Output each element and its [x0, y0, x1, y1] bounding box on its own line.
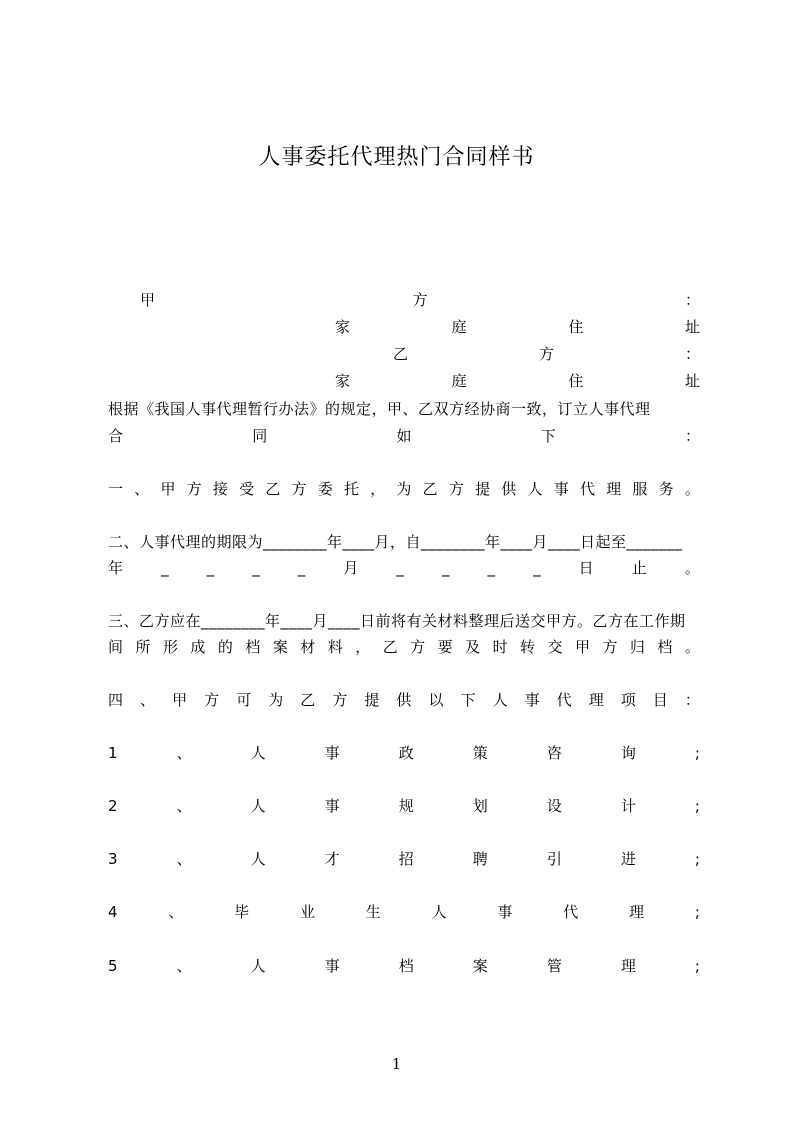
text-glyph: 形	[162, 638, 178, 656]
text-glyph: 以	[428, 691, 444, 709]
text-glyph: 委	[317, 480, 333, 498]
text-glyph: 人	[527, 480, 543, 498]
text-glyph: 料	[327, 638, 343, 656]
party-a-line	[140, 289, 700, 311]
text-glyph: 、	[134, 480, 150, 498]
text-glyph: 、	[176, 850, 192, 868]
text-glyph: 、	[176, 797, 192, 815]
text-glyph: 要	[437, 638, 453, 656]
text-glyph: 事	[524, 691, 540, 709]
page-number: 1	[391, 1055, 402, 1073]
text-glyph: 案	[272, 638, 288, 656]
text-glyph: 托	[343, 480, 359, 498]
text-glyph: 乙	[393, 345, 409, 363]
list-item	[108, 795, 700, 817]
text-glyph: 同	[252, 427, 268, 445]
text-glyph: 及	[465, 638, 481, 656]
text-glyph: 事	[553, 480, 569, 498]
text-glyph: 下	[540, 427, 556, 445]
text-glyph: ;	[694, 957, 700, 975]
text-glyph: 策	[472, 744, 488, 762]
text-glyph: 家	[335, 372, 351, 390]
text-glyph: 年	[108, 559, 124, 577]
text-glyph: 询	[620, 744, 636, 762]
text-glyph: 甲	[574, 638, 590, 656]
text-glyph: 规	[398, 797, 414, 815]
text-glyph: 进	[620, 850, 636, 868]
text-glyph: 方	[448, 480, 464, 498]
text-glyph: 成	[190, 638, 206, 656]
text-glyph: 人	[250, 957, 266, 975]
text-glyph: 理	[606, 480, 622, 498]
text-glyph: 址	[684, 372, 700, 390]
text-glyph: _	[252, 559, 260, 577]
text-glyph: 为	[396, 480, 412, 498]
text-glyph: 方	[538, 345, 554, 363]
text-glyph: 、	[176, 957, 192, 975]
text-glyph: 一	[108, 480, 124, 498]
text-glyph: 合	[108, 427, 124, 445]
text-glyph: 方	[291, 480, 307, 498]
text-glyph: 的	[217, 638, 233, 656]
text-glyph: 住	[568, 372, 584, 390]
text-glyph: _	[161, 559, 169, 577]
clause-3-line-1: 三、乙方应在________年____月____日前将有关材料整理后送交甲方。乙方在工作期	[108, 612, 686, 630]
clause-1	[108, 478, 700, 500]
text-glyph: 、	[176, 744, 192, 762]
text-glyph: 提	[475, 480, 491, 498]
text-glyph: 交	[547, 638, 563, 656]
text-glyph: 乙	[300, 691, 316, 709]
text-glyph: _	[297, 559, 306, 577]
text-glyph: ;	[694, 903, 700, 921]
text-glyph: 所	[135, 638, 151, 656]
text-glyph: 人	[492, 691, 508, 709]
text-glyph: _	[441, 559, 450, 577]
text-glyph: 方	[204, 691, 220, 709]
text-glyph: ：	[684, 291, 700, 309]
text-glyph: 如	[396, 427, 412, 445]
text-glyph: 家	[335, 318, 351, 336]
text-glyph: 聘	[472, 850, 488, 868]
text-glyph: _	[206, 559, 215, 577]
text-glyph: ;	[694, 744, 700, 762]
text-glyph: 甲	[172, 691, 188, 709]
text-glyph: ;	[694, 850, 700, 868]
text-glyph: 庭	[451, 372, 467, 390]
text-glyph: ，	[370, 480, 386, 498]
text-glyph: 时	[492, 638, 508, 656]
text-glyph: 庭	[451, 318, 467, 336]
text-glyph: 代	[579, 480, 595, 498]
text-glyph: 乙	[382, 638, 398, 656]
preamble-line-1: 根据《我国人事代理暂行办法》的规定，甲、乙双方经协商一致，订立人事代理	[108, 400, 651, 418]
list-item	[108, 742, 700, 764]
text-glyph: 生	[365, 903, 381, 921]
text-glyph: 事	[324, 957, 340, 975]
text-glyph: 供	[396, 691, 412, 709]
text-glyph: 务	[658, 480, 674, 498]
text-glyph: 代	[556, 691, 572, 709]
text-glyph: ;	[694, 797, 700, 815]
text-glyph: 方	[410, 638, 426, 656]
text-glyph: 档	[657, 638, 673, 656]
list-item	[108, 848, 700, 870]
clause-2-line-1: 二、人事代理的期限为________年____月，自________年____月____日起至_______	[108, 533, 683, 551]
text-glyph: 归	[629, 638, 645, 656]
text-glyph: 理	[629, 903, 645, 921]
clause-2-line-2	[108, 557, 700, 579]
text-glyph: 可	[236, 691, 252, 709]
text-glyph: 住	[568, 318, 584, 336]
text-glyph: 档	[245, 638, 261, 656]
text-glyph: 方	[332, 691, 348, 709]
text-glyph: 咨	[546, 744, 562, 762]
text-glyph: ：	[684, 345, 700, 363]
text-glyph: 设	[546, 797, 562, 815]
text-glyph: 方	[412, 291, 428, 309]
text-glyph: 。	[684, 480, 700, 498]
text-glyph: _	[533, 559, 541, 577]
text-glyph: 供	[501, 480, 517, 498]
text-glyph: 、	[168, 903, 184, 921]
text-glyph: 案	[472, 957, 488, 975]
text-glyph: 止	[631, 559, 647, 577]
text-glyph: 受	[239, 480, 255, 498]
text-glyph: 。	[684, 559, 700, 577]
text-glyph: 方	[602, 638, 618, 656]
text-glyph: 管	[546, 957, 562, 975]
text-glyph: 址	[684, 318, 700, 336]
text-glyph: 下	[460, 691, 476, 709]
text-glyph: 服	[632, 480, 648, 498]
text-glyph: 为	[268, 691, 284, 709]
text-glyph: ：	[684, 691, 700, 709]
text-glyph: 转	[520, 638, 536, 656]
text-glyph: 理	[620, 957, 636, 975]
text-glyph: 乙	[422, 480, 438, 498]
list-item	[108, 901, 700, 923]
text-glyph: 提	[364, 691, 380, 709]
text-glyph: ，	[355, 638, 371, 656]
text-glyph: 人	[250, 797, 266, 815]
clause-4	[108, 689, 700, 711]
text-glyph: 代	[563, 903, 579, 921]
text-glyph: 材	[300, 638, 316, 656]
text-glyph: 事	[497, 903, 513, 921]
text-glyph: 2	[108, 797, 118, 815]
text-glyph: 人	[431, 903, 447, 921]
list-item	[108, 955, 700, 977]
party-b-line	[393, 343, 700, 365]
text-glyph: 才	[324, 850, 340, 868]
text-glyph: 目	[652, 691, 668, 709]
text-glyph: 政	[398, 744, 414, 762]
text-glyph: 人	[250, 850, 266, 868]
party-a-address-line	[335, 316, 700, 338]
text-glyph: 理	[588, 691, 604, 709]
text-glyph: 4	[108, 903, 118, 921]
text-glyph: _	[396, 559, 404, 577]
text-glyph: 。	[684, 638, 700, 656]
document-title: 人事委托代理热门合同样书	[258, 145, 535, 170]
text-glyph: 事	[324, 744, 340, 762]
text-glyph: 接	[212, 480, 228, 498]
text-glyph: 项	[620, 691, 636, 709]
text-glyph: ：	[684, 427, 700, 445]
text-glyph: 甲	[160, 480, 176, 498]
text-glyph: 、	[140, 691, 156, 709]
text-glyph: 间	[108, 638, 124, 656]
text-glyph: 1	[108, 744, 118, 762]
text-glyph: 四	[108, 691, 124, 709]
text-glyph: 招	[398, 850, 414, 868]
text-glyph: 档	[398, 957, 414, 975]
text-glyph: 甲	[140, 291, 156, 309]
text-glyph: 日	[578, 559, 594, 577]
text-glyph: _	[487, 559, 496, 577]
text-glyph: 人	[250, 744, 266, 762]
party-b-address-line	[335, 370, 700, 392]
text-glyph: 月	[343, 559, 359, 577]
clause-3-line-2	[108, 636, 700, 658]
text-glyph: 方	[186, 480, 202, 498]
text-glyph: 业	[299, 903, 315, 921]
text-glyph: 计	[620, 797, 636, 815]
text-glyph: 5	[108, 957, 118, 975]
text-glyph: 划	[472, 797, 488, 815]
text-glyph: 乙	[265, 480, 281, 498]
text-glyph: 毕	[234, 903, 250, 921]
text-glyph: 事	[324, 797, 340, 815]
text-glyph: 引	[546, 850, 562, 868]
text-glyph: 3	[108, 850, 118, 868]
preamble-line-2	[108, 425, 700, 447]
